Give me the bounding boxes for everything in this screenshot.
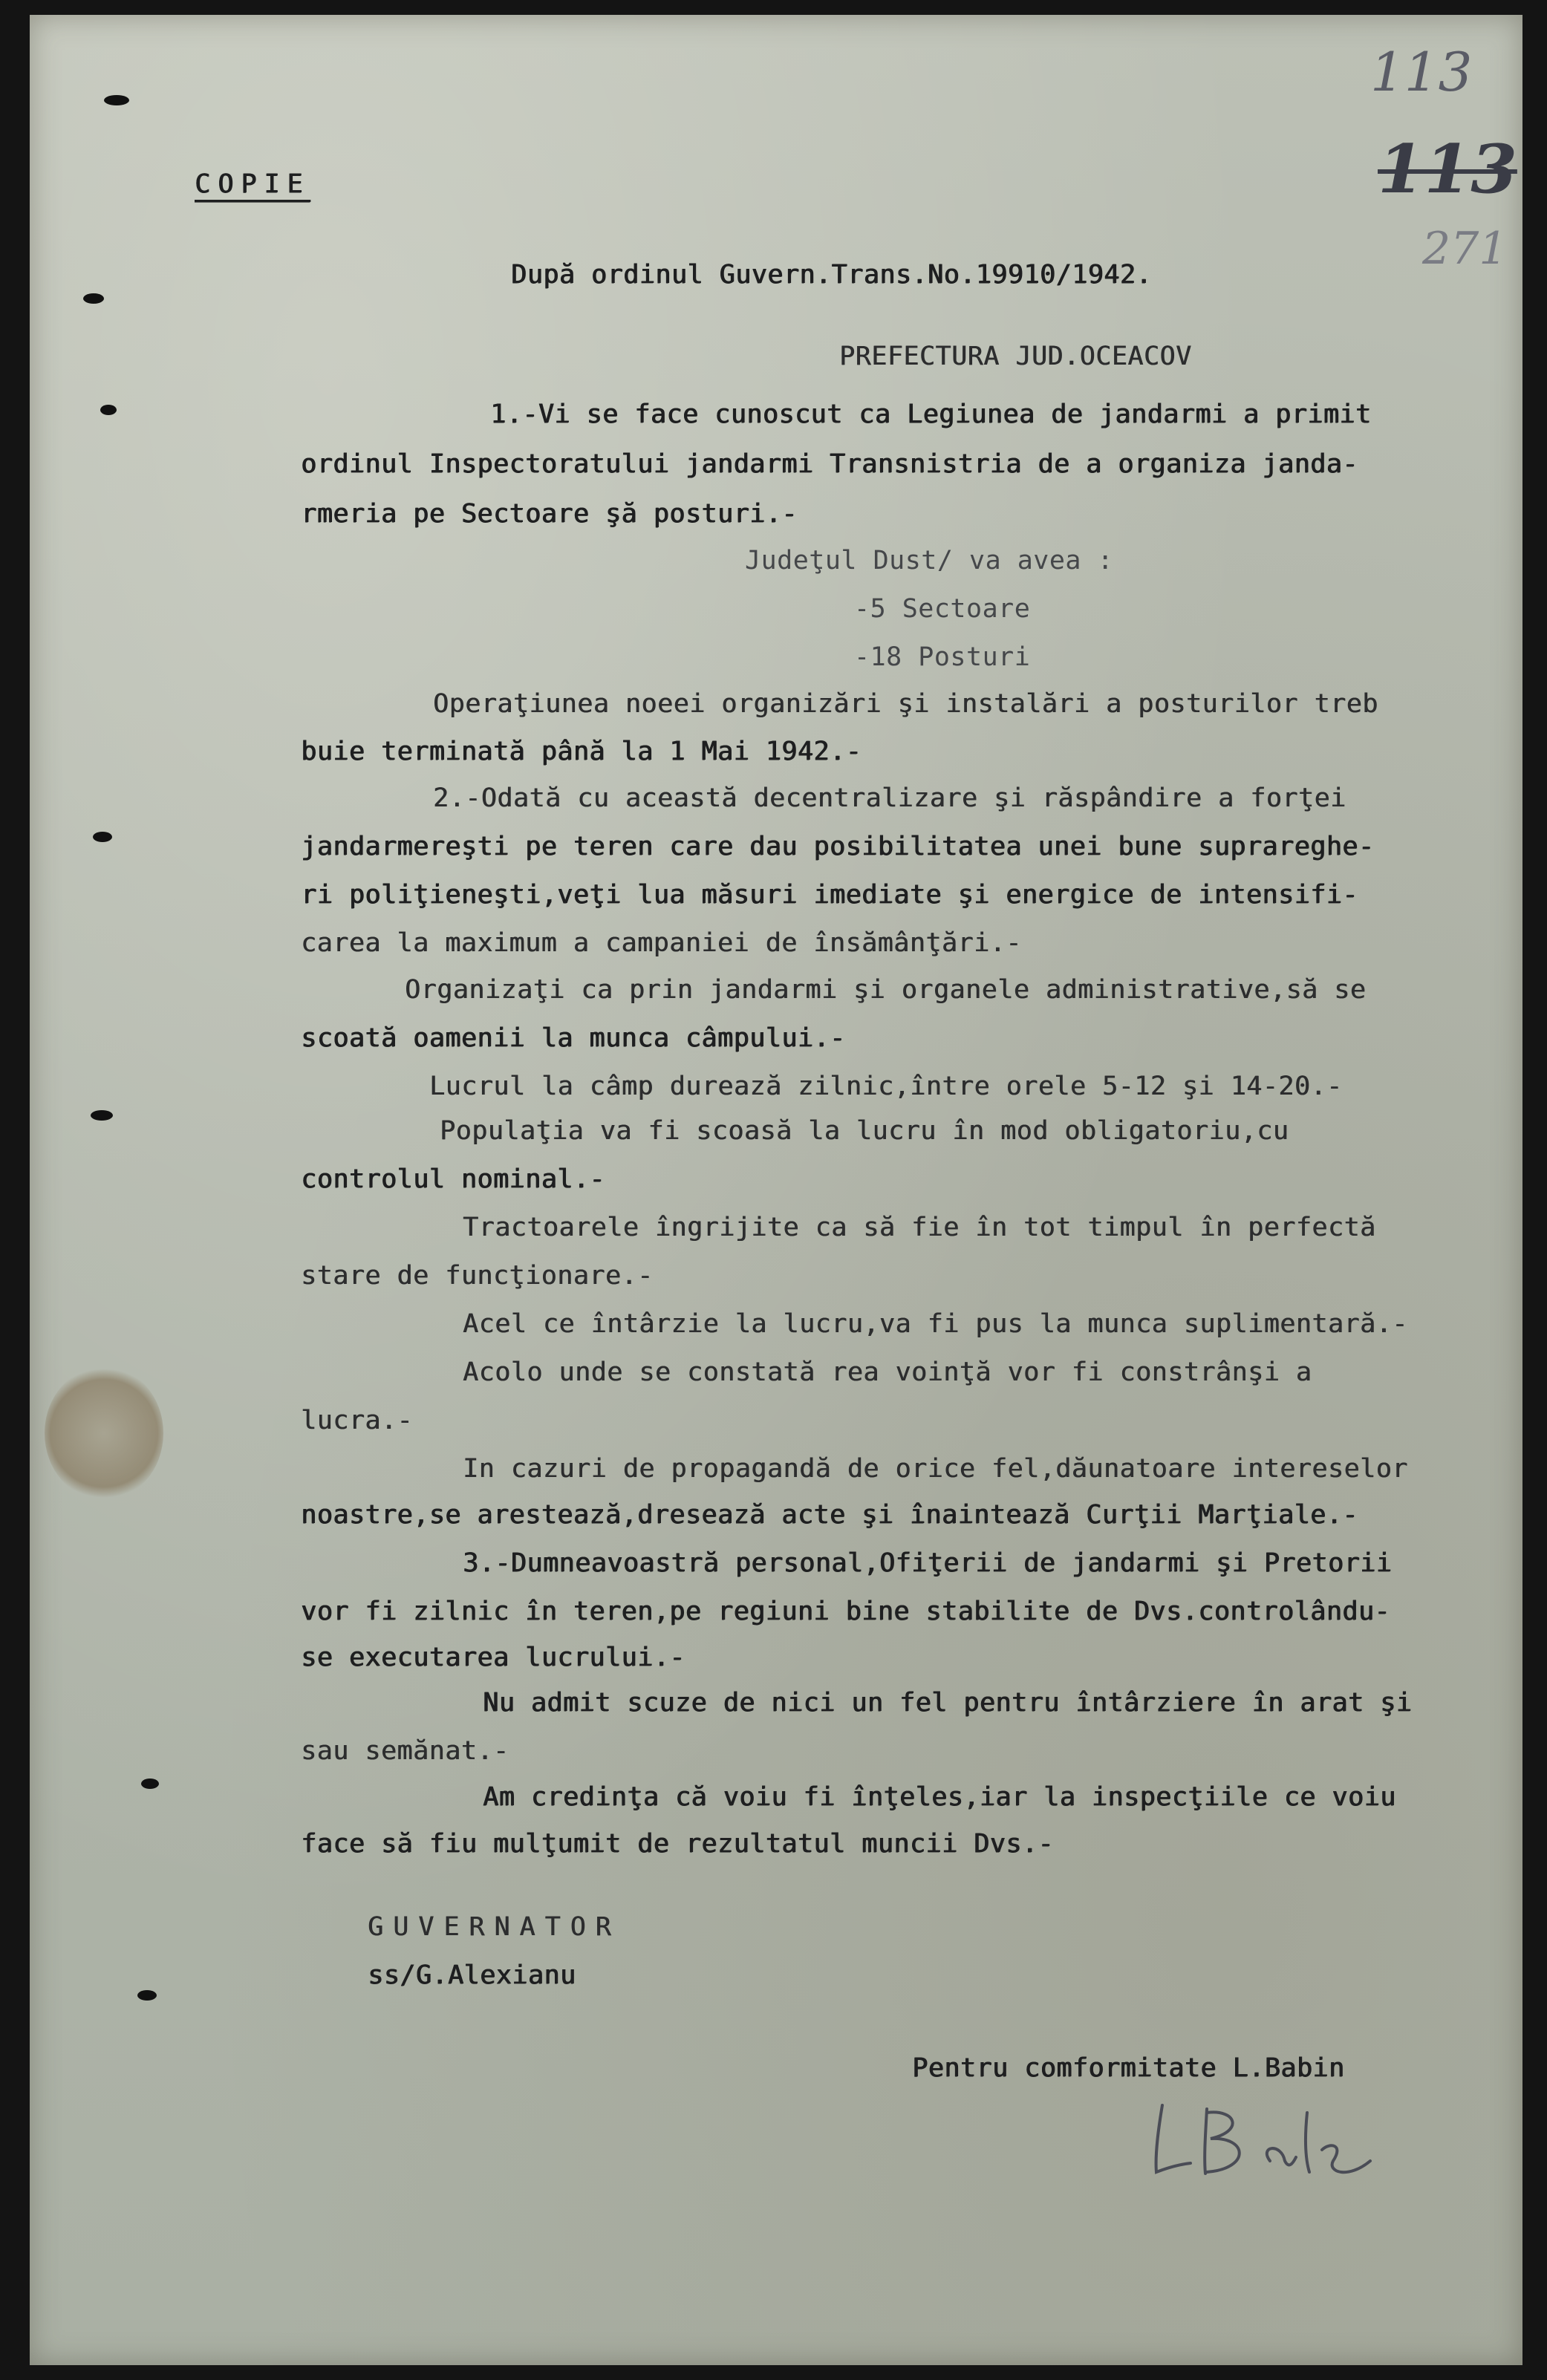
certification-line: Pentru comformitate L.Babin xyxy=(912,2053,1345,2083)
body-line: noastre,se arestează,dresează acte şi înaintează Curţii Marţiale.- xyxy=(301,1500,1358,1530)
binding-hole xyxy=(83,293,104,304)
body-line: scoată oamenii la munca câmpului.- xyxy=(301,1023,846,1053)
body-line: ri poliţieneşti,veţi lua măsuri imediate şi energice de intensifi- xyxy=(301,880,1358,910)
document-page xyxy=(30,15,1522,2365)
copy-header: COPIE xyxy=(195,169,310,199)
body-line: Nu admit scuze de nici un fel pentru întârziere în arat şi xyxy=(483,1688,1413,1718)
body-line: jandarmereşti pe teren care dau posibilitatea unei bune suprareghe- xyxy=(301,832,1375,861)
body-line: 3.-Dumneavoastră personal,Ofiţerii de jandarmi şi Pretorii xyxy=(463,1548,1393,1578)
body-line: Organizaţi ca prin jandarmi şi organele administrative,să se xyxy=(405,975,1367,1005)
water-stain xyxy=(45,1366,163,1500)
body-line: Lucrul la câmp durează zilnic,între orele 5-12 şi 14-20.- xyxy=(429,1072,1343,1101)
body-line: ordinul Inspectoratului jandarmi Transnistria de a organiza janda- xyxy=(301,449,1358,479)
body-line: lucra.- xyxy=(301,1406,414,1435)
body-line: -18 Posturi xyxy=(854,642,1031,672)
binding-hole xyxy=(137,1990,157,2001)
body-line: carea la maximum a campaniei de însămânţări.- xyxy=(301,928,1022,958)
binding-hole xyxy=(141,1779,159,1789)
faint-number-annotation: 271 xyxy=(1422,223,1508,275)
binding-hole xyxy=(100,405,117,415)
body-line: Judeţul Dust/ va avea : xyxy=(745,546,1114,576)
signatory-title: GUVERNATOR xyxy=(368,1912,621,1942)
body-line: Acel ce întârzie la lucru,va fi pus la munca suplimentară.- xyxy=(463,1309,1408,1339)
body-line: 1.-Vi se face cunoscut ca Legiunea de jandarmi a primit xyxy=(490,400,1372,429)
body-line: 2.-Odată cu această decentralizare şi răspândire a forţei xyxy=(433,783,1346,813)
body-line: Acolo unde se constată rea voinţă vor fi constrânşi a xyxy=(463,1357,1312,1387)
struck-number-annotation: 113 xyxy=(1378,130,1517,209)
body-line: vor fi zilnic în teren,pe regiuni bine stabilite de Dvs.controlându- xyxy=(301,1597,1390,1626)
body-line: controlul nominal.- xyxy=(301,1164,605,1194)
body-line: face să fiu mulţumit de rezultatul muncii Dvs.- xyxy=(301,1829,1054,1859)
page-number-annotation: 113 xyxy=(1370,41,1473,103)
signatory-name: ss/G.Alexianu xyxy=(368,1960,576,1990)
handwritten-signature xyxy=(1133,2090,1400,2187)
binding-hole xyxy=(104,95,129,105)
body-line: Am credinţa că voiu fi înţeles,iar la inspecţiile ce voiu xyxy=(483,1782,1396,1812)
body-line: se executarea lucrului.- xyxy=(301,1643,685,1672)
binding-hole xyxy=(91,1110,113,1121)
body-line: In cazuri de propagandă de orice fel,dăunatoare intereselor xyxy=(463,1454,1408,1484)
binding-hole xyxy=(93,832,112,842)
body-line: Populaţia va fi scoasă la lucru în mod obligatoriu,cu xyxy=(440,1116,1289,1146)
body-line: sau semănat.- xyxy=(301,1736,509,1766)
body-line: buie terminată până la 1 Mai 1942.- xyxy=(301,737,862,766)
body-line: rmeria pe Sectoare şă posturi.- xyxy=(301,499,798,529)
body-line: Tractoarele îngrijite ca să fie în tot timpul în perfectă xyxy=(463,1213,1376,1242)
addressee: PREFECTURA JUD.OCEACOV xyxy=(839,342,1192,371)
body-line: -5 Sectoare xyxy=(854,594,1031,624)
body-line: stare de funcţionare.- xyxy=(301,1261,654,1291)
order-reference: După ordinul Guvern.Trans.No.19910/1942. xyxy=(511,260,1152,290)
body-line: Operaţiunea noeei organizări şi instalări a posturilor treb xyxy=(433,689,1378,719)
